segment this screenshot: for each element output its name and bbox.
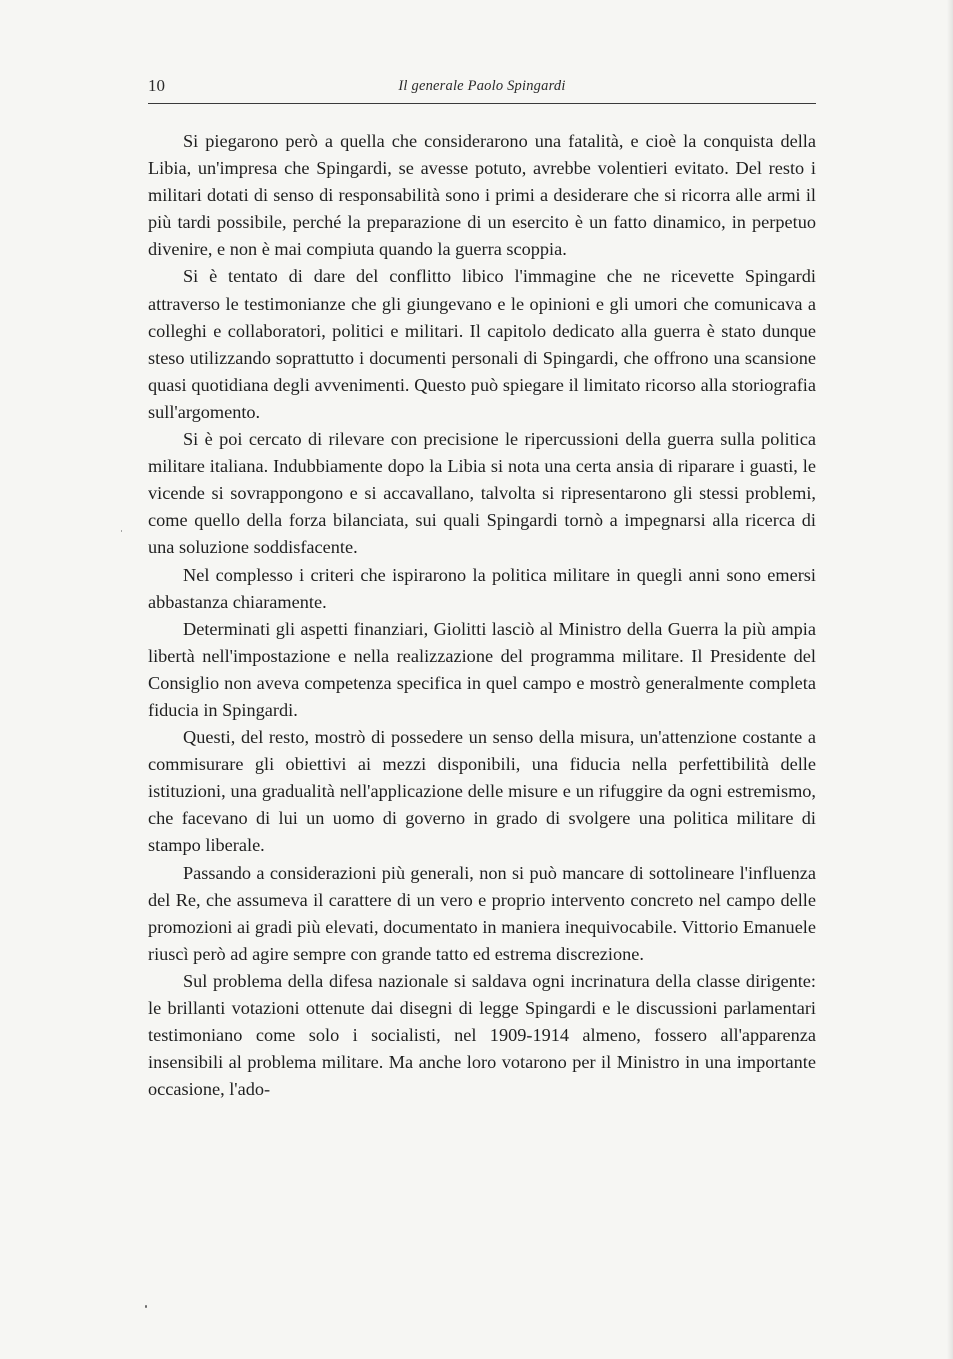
paragraph-8: Sul problema della difesa nazionale si saldava ogni incrinatura della classe dirigente: le brillanti votazioni ottenute dai disegni di legge Spingardi e le discussioni parlamentari testimoniano come solo i socialisti, nel 1909-1914 almeno, fossero all'apparenza insensibili al problema militare. Ma anche loro votarono per il Ministro in una importante occasione, l'ado- [148,970,816,1100]
header-rule [148,103,816,104]
paragraph-2: Si è tentato di dare del conflitto libico l'immagine che ne ricevette Spingardi attraverso le testimonianze che gli giungevano e le opinioni e gli umori che comunicava a colleghi e collaboratori, politici e militari. Il capitolo dedicato alla guerra è stato dunque steso utilizzando soprattutto i documenti personali di Spingardi, che offrono una scansione quasi quotidiana degli avvenimenti. Questo può spiegare il limitato ricorso alla storiografia sull'argomento. [148,266,816,422]
paragraph-5: Determinati gli aspetti finanziari, Giolitti lasciò al Ministro della Guerra la più ampia libertà nell'impostazione e nella realizzazione del programma militare. Il Presidente del Consiglio non aveva competenza specifica in quel campo e mostrò generalmente completa fiducia in Spingardi. [148,618,816,720]
scan-speck [121,530,122,532]
paragraph-6: Questi, del resto, mostrò di possedere un senso della misura, un'attenzione costante a commisurare gli obiettivi ai mezzi disponibili, una fiducia nella perfettibilità delle istituzioni, una gradualità nell'applicazione delle misure e un rifuggire da ogni estremismo, che facevano di lui un uomo di governo in grado di svolgere una politica militare di stampo liberale. [148,727,816,856]
page-number: 10 [148,76,165,95]
page-edge-shadow [947,0,953,1359]
paragraph-1: Si piegarono però a quella che considerarono una fatalità, e cioè la conquista della Libia, un'impresa che Spingardi, se avesse potuto, avrebbe volentieri evitato. Del resto i militari dotati di senso di responsabilità sono i primi a desiderare che si ricorra alle armi il più tardi possibile, perché la preparazione di un esercito è un fatto dinamico, in perpetuo divenire, e non è mai compiuta quando la guerra scoppia. [148,131,816,260]
page-header [148,76,816,102]
paragraph-3: Si è poi cercato di rilevare con precisione le ripercussioni della guerra sulla politica militare italiana. Indubbiamente dopo la Libia si nota una certa ansia di riparare i guasti, le vicende si sovrappongono e si accavallano, talvolta si ripresentarono gli stessi problemi, come quello della forza bilanciata, sui quali Spingardi tornò a impegnarsi alla ricerca di una soluzione soddisfacente. [148,429,816,558]
paragraph-7: Passando a considerazioni più generali, non si può mancare di sottolineare l'influenza del Re, che assumeva il carattere di un vero e proprio intervento concreto nel campo delle promozioni ai gradi più elevati, documentato in maniera inequivocabile. Vittorio Emanuele riuscì però ad agire sempre con grande tatto ed estrema discrezione. [148,862,816,964]
paragraph-4: Nel complesso i criteri che ispirarono la politica militare in quegli anni sono emersi abbastanza chiaramente. [148,564,816,612]
body-text [148,128,816,1103]
running-title: Il generale Paolo Spingardi [398,78,566,94]
scan-speck [145,1305,147,1308]
